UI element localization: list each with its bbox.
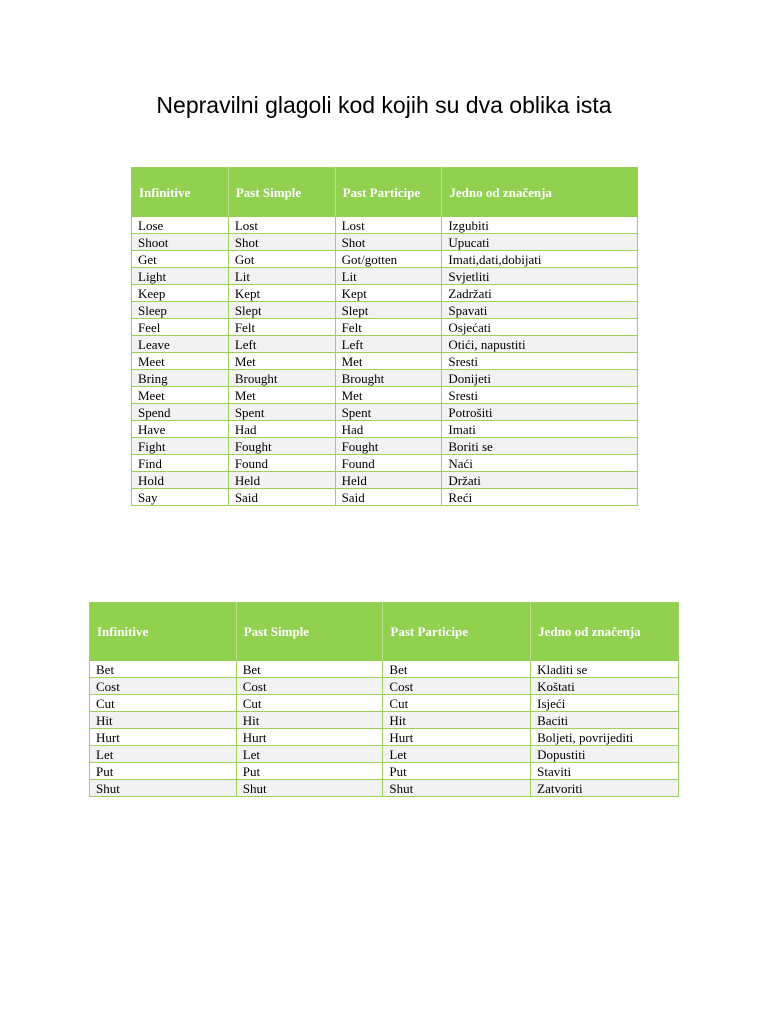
table-row <box>132 217 638 234</box>
cell-infinitive: Lose <box>132 217 229 234</box>
cell-infinitive: Put <box>90 763 237 780</box>
cell-meaning: Otići, napustiti <box>442 336 638 353</box>
cell-meaning: Donijeti <box>442 370 638 387</box>
cell-infinitive: Light <box>132 268 229 285</box>
cell-past-participle: Said <box>335 489 442 506</box>
header-infinitive: Infinitive <box>90 603 237 662</box>
table-row <box>132 387 638 404</box>
table-row <box>132 370 638 387</box>
cell-infinitive: Leave <box>132 336 229 353</box>
cell-infinitive: Hurt <box>90 729 237 746</box>
cell-infinitive: Have <box>132 421 229 438</box>
cell-meaning: Boljeti, povrijediti <box>531 729 679 746</box>
cell-past-simple: Spent <box>228 404 335 421</box>
cell-past-participle: Bet <box>383 661 531 678</box>
cell-infinitive: Shut <box>90 780 237 797</box>
cell-past-simple: Said <box>228 489 335 506</box>
cell-past-simple: Felt <box>228 319 335 336</box>
cell-past-participle: Slept <box>335 302 442 319</box>
cell-meaning: Držati <box>442 472 638 489</box>
cell-past-participle: Held <box>335 472 442 489</box>
verbs-table-2 <box>89 602 679 797</box>
cell-past-participle: Brought <box>335 370 442 387</box>
cell-past-participle: Cost <box>383 678 531 695</box>
cell-past-simple: Met <box>228 387 335 404</box>
header-past-participle: Past Participe <box>383 603 531 662</box>
cell-meaning: Koštati <box>531 678 679 695</box>
cell-meaning: Naći <box>442 455 638 472</box>
cell-past-participle: Lost <box>335 217 442 234</box>
cell-infinitive: Cut <box>90 695 237 712</box>
cell-infinitive: Keep <box>132 285 229 302</box>
page-title: Nepravilni glagoli kod kojih su dva oblika ista <box>156 92 612 118</box>
verbs-table-1 <box>131 167 638 506</box>
cell-past-participle: Kept <box>335 285 442 302</box>
table-row <box>132 489 638 506</box>
cell-past-participle: Found <box>335 455 442 472</box>
cell-infinitive: Find <box>132 455 229 472</box>
cell-meaning: Isjeći <box>531 695 679 712</box>
cell-past-participle: Spent <box>335 404 442 421</box>
cell-past-simple: Got <box>228 251 335 268</box>
cell-past-participle: Shot <box>335 234 442 251</box>
cell-infinitive: Let <box>90 746 237 763</box>
cell-meaning: Potrošiti <box>442 404 638 421</box>
header-meaning: Jedno od značenja <box>442 168 638 218</box>
cell-meaning: Staviti <box>531 763 679 780</box>
cell-infinitive: Feel <box>132 319 229 336</box>
table-row <box>90 729 679 746</box>
table-row <box>132 302 638 319</box>
cell-past-participle: Shut <box>383 780 531 797</box>
cell-infinitive: Spend <box>132 404 229 421</box>
cell-meaning: Zadržati <box>442 285 638 302</box>
cell-infinitive: Hold <box>132 472 229 489</box>
table-row <box>132 268 638 285</box>
header-past-participle: Past Participe <box>335 168 442 218</box>
cell-past-participle: Felt <box>335 319 442 336</box>
cell-past-simple: Hurt <box>236 729 383 746</box>
table-row <box>90 661 679 678</box>
cell-past-simple: Found <box>228 455 335 472</box>
cell-past-simple: Put <box>236 763 383 780</box>
table-row <box>132 472 638 489</box>
cell-meaning: Imati <box>442 421 638 438</box>
cell-meaning: Baciti <box>531 712 679 729</box>
cell-past-simple: Kept <box>228 285 335 302</box>
cell-meaning: Dopustiti <box>531 746 679 763</box>
cell-meaning: Sresti <box>442 353 638 370</box>
table-row <box>132 319 638 336</box>
table-header-row <box>90 603 679 662</box>
table-row <box>90 763 679 780</box>
cell-infinitive: Bet <box>90 661 237 678</box>
cell-infinitive: Get <box>132 251 229 268</box>
cell-past-participle: Let <box>383 746 531 763</box>
table-row <box>90 695 679 712</box>
cell-past-participle: Cut <box>383 695 531 712</box>
cell-past-participle: Hurt <box>383 729 531 746</box>
cell-meaning: Svjetliti <box>442 268 638 285</box>
cell-past-simple: Lit <box>228 268 335 285</box>
table-row <box>90 780 679 797</box>
header-past-simple: Past Simple <box>228 168 335 218</box>
cell-past-simple: Shot <box>228 234 335 251</box>
cell-past-simple: Lost <box>228 217 335 234</box>
table-row <box>132 234 638 251</box>
table-row <box>132 336 638 353</box>
table-row <box>132 404 638 421</box>
cell-meaning: Imati,dati,dobijati <box>442 251 638 268</box>
cell-past-simple: Cut <box>236 695 383 712</box>
cell-past-simple: Bet <box>236 661 383 678</box>
cell-past-simple: Left <box>228 336 335 353</box>
cell-infinitive: Fight <box>132 438 229 455</box>
cell-meaning: Boriti se <box>442 438 638 455</box>
cell-past-simple: Had <box>228 421 335 438</box>
cell-past-participle: Fought <box>335 438 442 455</box>
cell-past-simple: Hit <box>236 712 383 729</box>
cell-infinitive: Bring <box>132 370 229 387</box>
table-row <box>132 353 638 370</box>
cell-meaning: Izgubiti <box>442 217 638 234</box>
table-row <box>90 678 679 695</box>
header-past-simple: Past Simple <box>236 603 383 662</box>
cell-meaning: Spavati <box>442 302 638 319</box>
cell-meaning: Reći <box>442 489 638 506</box>
table-row <box>90 746 679 763</box>
cell-past-simple: Cost <box>236 678 383 695</box>
cell-past-participle: Hit <box>383 712 531 729</box>
cell-past-simple: Let <box>236 746 383 763</box>
table-row <box>90 712 679 729</box>
cell-past-simple: Held <box>228 472 335 489</box>
cell-infinitive: Shoot <box>132 234 229 251</box>
cell-past-participle: Met <box>335 387 442 404</box>
table-row <box>132 251 638 268</box>
cell-past-participle: Put <box>383 763 531 780</box>
cell-infinitive: Sleep <box>132 302 229 319</box>
cell-past-simple: Brought <box>228 370 335 387</box>
header-meaning: Jedno od značenja <box>531 603 679 662</box>
cell-past-simple: Fought <box>228 438 335 455</box>
cell-past-participle: Lit <box>335 268 442 285</box>
cell-meaning: Sresti <box>442 387 638 404</box>
cell-past-simple: Slept <box>228 302 335 319</box>
cell-past-simple: Met <box>228 353 335 370</box>
cell-infinitive: Cost <box>90 678 237 695</box>
cell-past-participle: Had <box>335 421 442 438</box>
table-row <box>132 421 638 438</box>
cell-meaning: Zatvoriti <box>531 780 679 797</box>
cell-infinitive: Say <box>132 489 229 506</box>
cell-meaning: Osjećati <box>442 319 638 336</box>
table-row <box>132 455 638 472</box>
cell-infinitive: Hit <box>90 712 237 729</box>
cell-past-simple: Shut <box>236 780 383 797</box>
cell-past-participle: Met <box>335 353 442 370</box>
cell-infinitive: Meet <box>132 353 229 370</box>
table-row <box>132 285 638 302</box>
table-row <box>132 438 638 455</box>
table-header-row <box>132 168 638 218</box>
header-infinitive: Infinitive <box>132 168 229 218</box>
cell-past-participle: Left <box>335 336 442 353</box>
cell-meaning: Kladiti se <box>531 661 679 678</box>
cell-meaning: Upucati <box>442 234 638 251</box>
cell-past-participle: Got/gotten <box>335 251 442 268</box>
cell-infinitive: Meet <box>132 387 229 404</box>
